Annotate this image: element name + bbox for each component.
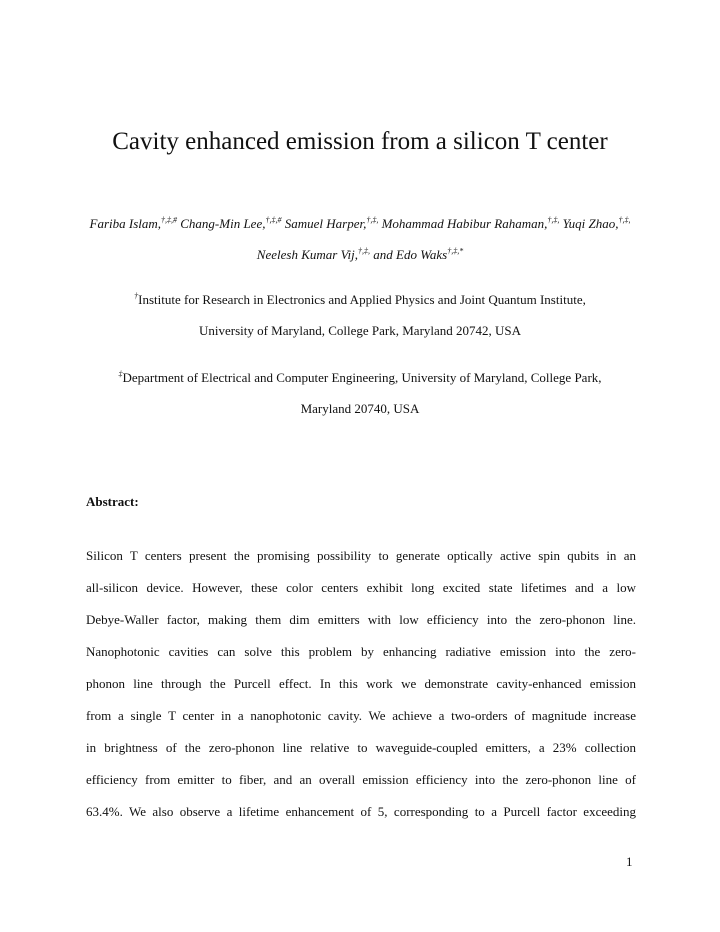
abstract-line: from a single T center in a nanophotonic cavity. We achieve a two-orders of magnitude increase	[86, 708, 636, 723]
author-name: Chang-Min Lee,	[177, 216, 266, 231]
affiliation-mark: †	[134, 291, 139, 301]
abstract-line: all-silicon device. However, these color centers exhibit long excited state lifetimes and a low	[86, 580, 636, 595]
abstract-heading: Abstract:	[86, 494, 139, 509]
affiliation-line: Maryland 20740, USA	[300, 401, 420, 416]
abstract-line: efficiency from emitter to fiber, and an overall emission efficiency into the zero-phonon line of	[86, 772, 636, 787]
abstract-line: Silicon T centers present the promising possibility to generate optically active spin qubits in an	[86, 548, 636, 563]
affiliation-line: Department of Electrical and Computer Engineering, University of Maryland, College Park,	[122, 370, 602, 385]
abstract-line: 63.4%. We also observe a lifetime enhancement of 5, corresponding to a Purcell factor exceeding	[86, 804, 636, 819]
page-number: 1	[626, 854, 633, 869]
author-name: Yuqi Zhao,	[559, 216, 619, 231]
affiliation-line: Institute for Research in Electronics and Applied Physics and Joint Quantum Institute,	[138, 292, 586, 307]
affiliation-1	[82, 284, 638, 346]
author-affiliation-marks: †,‡,	[366, 215, 379, 225]
abstract-line: Debye-Waller factor, making them dim emitters with low efficiency into the zero-phonon line.	[86, 612, 636, 627]
abstract-line: in brightness of the zero-phonon line relative to waveguide-coupled emitters, a 23% collection	[86, 740, 636, 755]
author-affiliation-marks: †,‡,#	[161, 215, 178, 225]
author-affiliation-marks: †,‡,	[358, 246, 371, 256]
author-affiliation-marks: †,‡,	[618, 215, 631, 225]
author-name: Mohammad Habibur Rahaman,	[378, 216, 548, 231]
author-affiliation-marks: †,‡,*	[447, 246, 464, 256]
affiliation-line: University of Maryland, College Park, Maryland 20742, USA	[198, 323, 522, 338]
author-affiliation-marks: †,‡,	[547, 215, 560, 225]
author-affiliation-marks: †,‡,#	[265, 215, 282, 225]
abstract-line: Nanophotonic cavities can solve this problem by enhancing radiative emission into the zero-	[86, 644, 636, 659]
author-name: and Edo Waks	[370, 247, 448, 262]
paper-title: Cavity enhanced emission from a silicon T center	[112, 128, 608, 155]
author-name: Fariba Islam,	[89, 216, 162, 231]
abstract-body	[86, 545, 636, 833]
author-list	[82, 208, 638, 270]
affiliation-mark: ‡	[118, 369, 123, 379]
abstract-line: phonon line through the Purcell effect. In this work we demonstrate cavity-enhanced emission	[86, 676, 636, 691]
affiliation-2	[82, 362, 638, 424]
author-name: Samuel Harper,	[281, 216, 367, 231]
author-name: Neelesh Kumar Vij,	[256, 247, 359, 262]
